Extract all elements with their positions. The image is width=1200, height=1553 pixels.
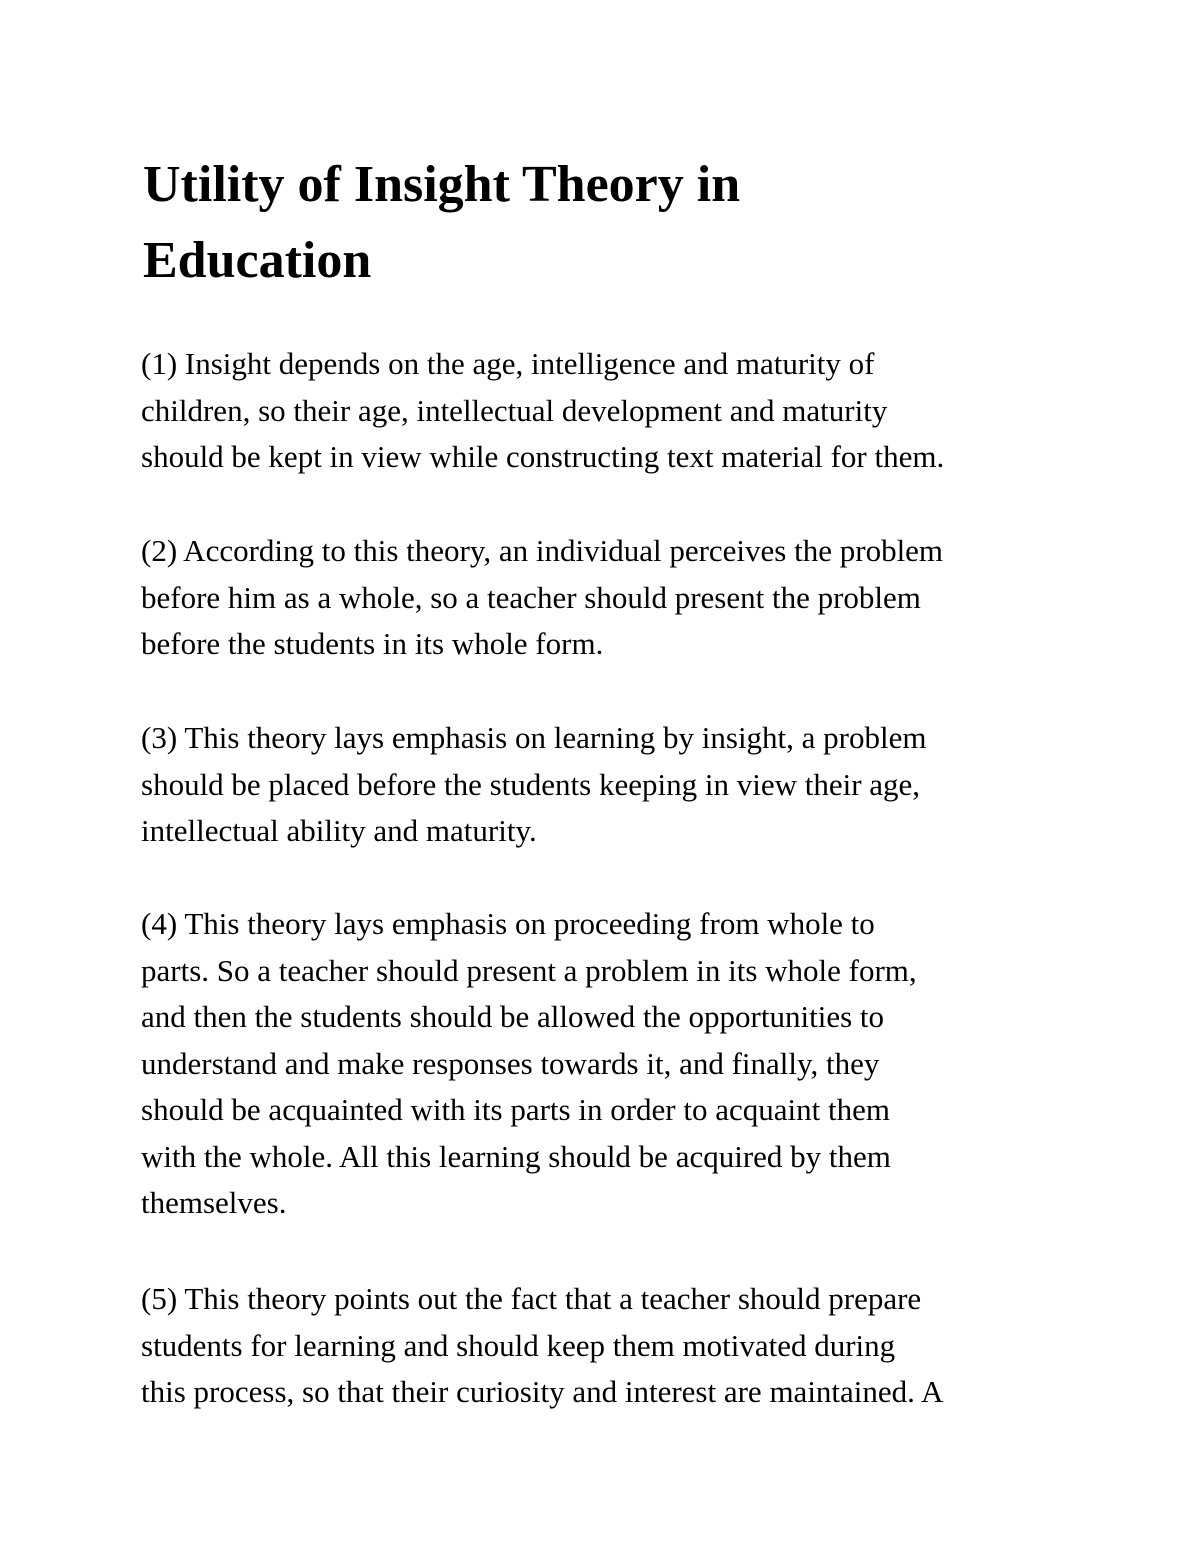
paragraph-1: (1) Insight depends on the age, intelligence and maturity of children, so their age, intellectual development and maturity should be kept in view while constructing text material for them. [141, 346, 945, 474]
paragraph-3: (3) This theory lays emphasis on learning by insight, a problem should be placed before the students keeping in view their age, intellectual ability and maturity. [141, 720, 927, 848]
paragraph-5: (5) This theory points out the fact that a teacher should prepare students for learning and should keep them motivated during this process, so that their curiosity and interest are maintained. A [141, 1281, 944, 1409]
paragraph-2: (2) According to this theory, an individual perceives the problem before him as a whole, so a teacher should present the problem before the students in its whole form. [141, 533, 944, 661]
paragraph-4: (4) This theory lays emphasis on proceeding from whole to parts. So a teacher should present a problem in its whole form, and then the students should be allowed the opportunities to understand and make responses towards it, and finally, they should be acquainted with its parts in order to acquaint them with the whole. All this learning should be acquired by them themselves. [141, 906, 917, 1220]
page-title: Utility of Insight Theory in Education [143, 156, 741, 289]
